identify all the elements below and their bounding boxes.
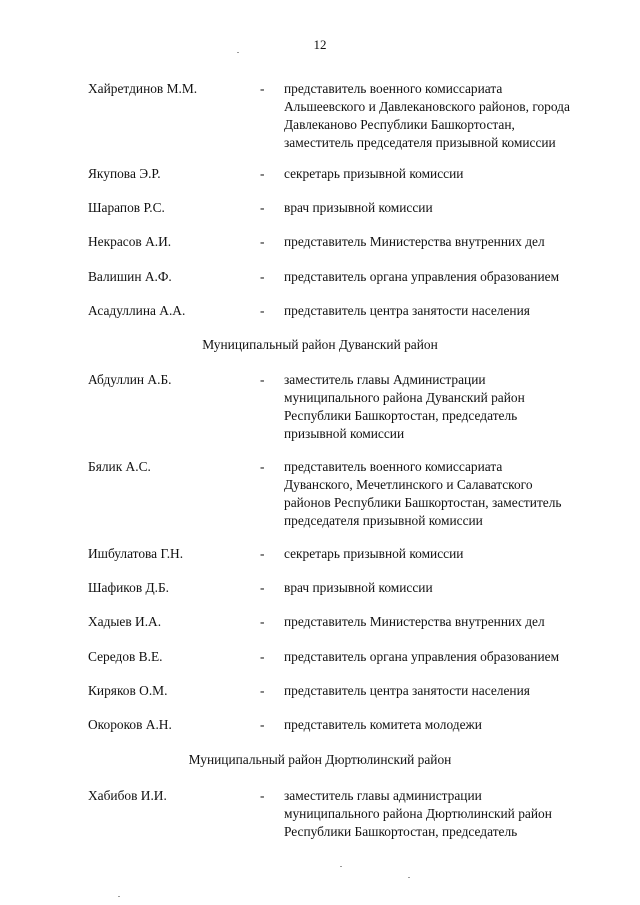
member-role (284, 716, 619, 734)
member-role (284, 302, 619, 320)
role-line: Республики Башкортостан, председатель (284, 408, 518, 423)
separator-dash: - (260, 372, 265, 387)
role-line: представитель военного комиссариата (284, 459, 503, 474)
member-name: Абдуллин А.Б. (88, 372, 172, 387)
separator-dash: - (260, 683, 265, 698)
role-line: представитель Министерства внутренних дел (284, 234, 545, 249)
separator-dash: - (260, 166, 265, 181)
separator-dash: - (260, 234, 265, 249)
separator-dash: - (260, 269, 265, 284)
role-line: заместитель главы администрации (284, 788, 482, 803)
role-line: секретарь призывной комиссии (284, 166, 464, 181)
separator-dash: - (260, 717, 265, 732)
role-line: муниципального района Дуванский район (284, 390, 525, 405)
role-line: представитель центра занятости населения (284, 303, 530, 318)
role-line: представитель комитета молодежи (284, 717, 482, 732)
role-line: Дуванского, Мечетлинского и Салаватского (284, 477, 533, 492)
member-name: Некрасов А.И. (88, 234, 172, 249)
member-role (284, 199, 619, 217)
separator-dash: - (260, 788, 265, 803)
section-heading: Муниципальный район Дуванский район (202, 337, 438, 352)
role-line: Альшеевского и Давлекановского районов, города (284, 99, 570, 114)
separator-dash: - (260, 649, 265, 664)
member-name: Шарапов Р.С. (88, 200, 165, 215)
role-line: секретарь призывной комиссии (284, 546, 464, 561)
member-role (284, 787, 619, 841)
member-role (284, 648, 619, 666)
scan-speck (237, 52, 239, 53)
scan-speck (408, 877, 410, 878)
member-name: Середов В.Е. (88, 649, 163, 664)
member-role (284, 579, 619, 597)
separator-dash: - (260, 614, 265, 629)
member-name: Валишин А.Ф. (88, 269, 172, 284)
member-name: Ишбулатова Г.Н. (88, 546, 184, 561)
role-line: врач призывной комиссии (284, 200, 433, 215)
role-line: председателя призывной комиссии (284, 513, 483, 528)
member-name: Хайретдинов М.М. (88, 81, 198, 96)
page-number: 12 (313, 37, 327, 52)
section-heading: Муниципальный район Дюртюлинский район (188, 752, 452, 767)
member-name: Асадуллина А.А. (88, 303, 186, 318)
member-name: Окороков А.Н. (88, 717, 172, 732)
member-name: Хабибов И.И. (88, 788, 167, 803)
role-line: представитель органа управления образованием (284, 649, 560, 664)
role-line: районов Республики Башкортостан, заместитель (284, 495, 562, 510)
role-line: заместитель председателя призывной комиссии (284, 135, 556, 150)
separator-dash: - (260, 580, 265, 595)
role-line: врач призывной комиссии (284, 580, 433, 595)
role-line: Давлеканово Республики Башкортостан, (284, 117, 515, 132)
role-line: муниципального района Дюртюлинский район (284, 806, 552, 821)
role-line: представитель Министерства внутренних дел (284, 614, 545, 629)
member-role (284, 268, 619, 286)
member-name: Шафиков Д.Б. (88, 580, 170, 595)
member-name: Якупова Э.Р. (88, 166, 161, 181)
separator-dash: - (260, 546, 265, 561)
role-line: представитель военного комиссариата (284, 81, 503, 96)
role-line: представитель центра занятости населения (284, 683, 530, 698)
separator-dash: - (260, 200, 265, 215)
member-role (284, 613, 619, 631)
member-role (284, 233, 619, 251)
role-line: Республики Башкортостан, председатель (284, 824, 518, 839)
member-role (284, 165, 619, 183)
scan-speck (340, 866, 342, 867)
member-role (284, 458, 619, 530)
member-role (284, 682, 619, 700)
role-line: призывной комиссии (284, 426, 405, 441)
separator-dash: - (260, 81, 265, 96)
separator-dash: - (260, 459, 265, 474)
member-role (284, 545, 619, 563)
separator-dash: - (260, 303, 265, 318)
member-name: Хадыев И.А. (88, 614, 162, 629)
role-line: заместитель главы Администрации (284, 372, 486, 387)
role-line: представитель органа управления образованием (284, 269, 560, 284)
member-name: Киряков О.М. (88, 683, 168, 698)
member-name: Бялик А.С. (88, 459, 151, 474)
scan-speck (118, 896, 120, 897)
member-role (284, 80, 619, 152)
member-role (284, 371, 619, 443)
